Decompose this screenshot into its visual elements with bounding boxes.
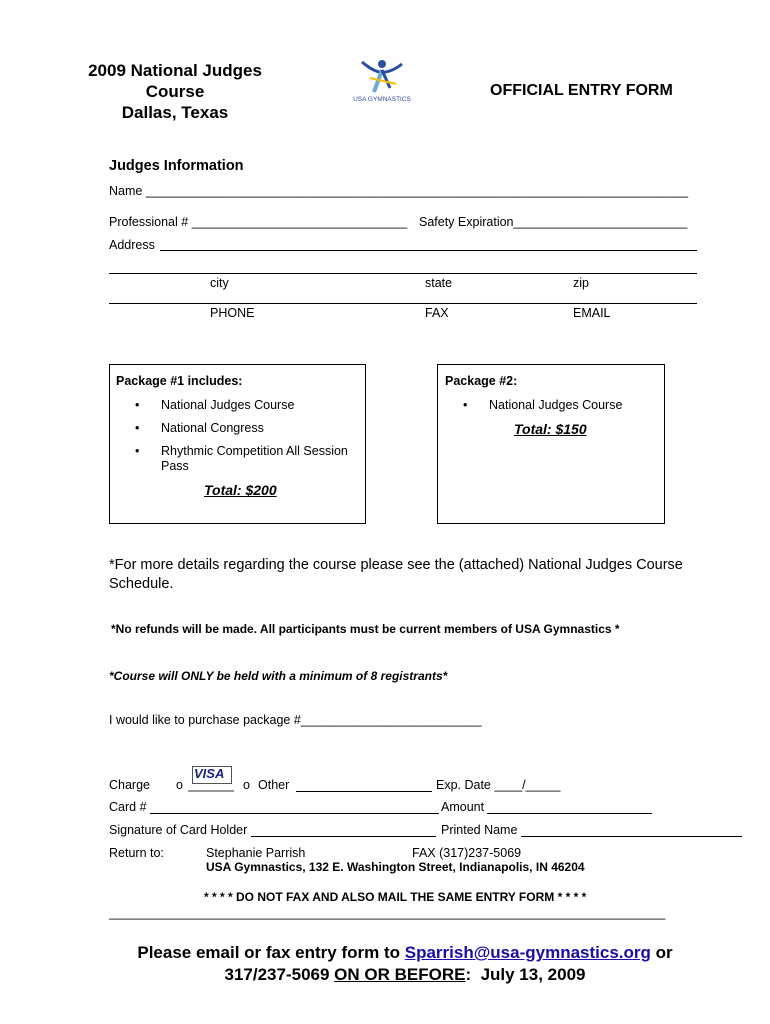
safety-blank: _________________________ xyxy=(513,215,688,229)
address-label: Address xyxy=(109,238,155,252)
signature-line[interactable] xyxy=(251,836,436,837)
details-line1: *For more details regarding the course please see the (attached) National Judges Course xyxy=(109,557,683,573)
return-name: Stephanie Parrish xyxy=(206,846,306,860)
charge-label: Charge xyxy=(109,778,150,792)
safety-field[interactable] xyxy=(419,215,687,229)
exp-blank: ____/_____ xyxy=(494,778,561,792)
other-label: Other xyxy=(258,778,290,792)
professional-field[interactable] xyxy=(109,215,407,229)
purchase-label: I would like to purchase package # xyxy=(109,713,301,727)
package-2-item: • National Judges Course xyxy=(489,398,622,413)
signature-label: Signature of Card Holder xyxy=(109,823,248,837)
purchase-field[interactable] xyxy=(109,713,482,727)
event-title-line1: 2009 National Judges xyxy=(88,61,262,80)
event-title-line3: Dallas, Texas xyxy=(121,103,229,122)
package-2-total: Total: $150 xyxy=(514,421,587,437)
printed-name-line[interactable] xyxy=(521,836,742,837)
visa-radio[interactable]: o xyxy=(176,778,183,792)
name-label: Name xyxy=(109,184,143,198)
divider: ________________________________________________________________________________ xyxy=(109,906,666,920)
return-address: USA Gymnastics, 132 E. Washington Street, Indianapolis, IN 46204 xyxy=(206,860,585,874)
amount-line[interactable] xyxy=(487,813,652,814)
minimum-note: *Course will ONLY be held with a minimum of 8 registrants* xyxy=(109,669,448,683)
printed-name-label: Printed Name xyxy=(441,823,518,837)
logo-text: USA GYMNASTICS xyxy=(353,96,411,103)
deadline-label: ON OR BEFORE xyxy=(334,965,466,984)
judges-heading: Judges Information xyxy=(109,158,244,174)
package-1-total: Total: $200 xyxy=(204,482,277,498)
fax-label: FAX xyxy=(425,306,449,320)
footer-prefix: Please email or fax entry form to xyxy=(137,943,405,962)
package-1-item: • National Judges Course xyxy=(161,398,294,413)
state-label: state xyxy=(425,276,453,290)
email-link[interactable]: Sparrish@usa-gymnastics.org xyxy=(404,943,651,962)
other-radio[interactable]: o xyxy=(243,778,250,792)
city-label: city xyxy=(210,276,229,290)
form-title: OFFICIAL ENTRY FORM xyxy=(490,82,673,99)
contact-line[interactable] xyxy=(109,303,697,304)
no-refunds-note: *No refunds will be made. All participants must be current members of USA Gymnastics * xyxy=(111,622,620,636)
exp-label: Exp. Date xyxy=(436,778,491,792)
safety-label: Safety Expiration xyxy=(419,215,514,229)
package-2-title: Package #2: xyxy=(445,374,518,388)
package-1-box[interactable] xyxy=(109,364,366,524)
deadline-date: July 13, 2009 xyxy=(471,965,586,984)
professional-label: Professional # xyxy=(109,215,189,229)
return-label: Return to: xyxy=(109,846,164,860)
package-1-item: • National Congress xyxy=(161,421,264,436)
package-1-item-cont: Pass xyxy=(161,459,189,473)
details-note xyxy=(109,556,729,594)
address-line-2[interactable] xyxy=(109,273,697,274)
package-2-box[interactable] xyxy=(437,364,665,524)
footer-fax: 317/237-5069 xyxy=(224,965,335,984)
visa-text: VISA xyxy=(194,766,225,781)
address-line-1[interactable] xyxy=(160,250,697,251)
event-title-line2: Course xyxy=(145,82,205,101)
amount-label: Amount xyxy=(441,800,485,814)
card-label: Card # xyxy=(109,800,147,814)
package-1-item: • Rhythmic Competition All Session xyxy=(161,444,348,459)
other-line[interactable] xyxy=(296,791,432,792)
event-title xyxy=(60,60,290,123)
details-line2: Schedule. xyxy=(109,576,174,592)
package-1-title: Package #1 includes: xyxy=(116,374,243,388)
footer-instructions xyxy=(60,942,750,986)
card-line[interactable] xyxy=(150,813,439,814)
zip-label: zip xyxy=(573,276,589,290)
return-fax: FAX (317)237-5069 xyxy=(412,846,522,860)
usa-gymnastics-logo xyxy=(352,58,412,116)
email-label: EMAIL xyxy=(573,306,611,320)
name-blank: ______________________________________________________________________________ xyxy=(145,184,689,198)
footer-suffix: or xyxy=(650,943,673,962)
visa-logo-icon xyxy=(188,764,234,792)
phone-label: PHONE xyxy=(210,306,255,320)
name-field[interactable] xyxy=(109,184,709,198)
footer-line2 xyxy=(60,964,750,986)
no-fax-notice: * * * * DO NOT FAX AND ALSO MAIL THE SAME ENTRY FORM * * * * xyxy=(204,890,587,904)
exp-date-field[interactable] xyxy=(436,778,560,792)
footer-line1 xyxy=(60,942,750,964)
professional-blank: _______________________________ xyxy=(191,215,408,229)
deadline-colon: : xyxy=(465,965,472,984)
purchase-blank: __________________________ xyxy=(300,713,482,727)
